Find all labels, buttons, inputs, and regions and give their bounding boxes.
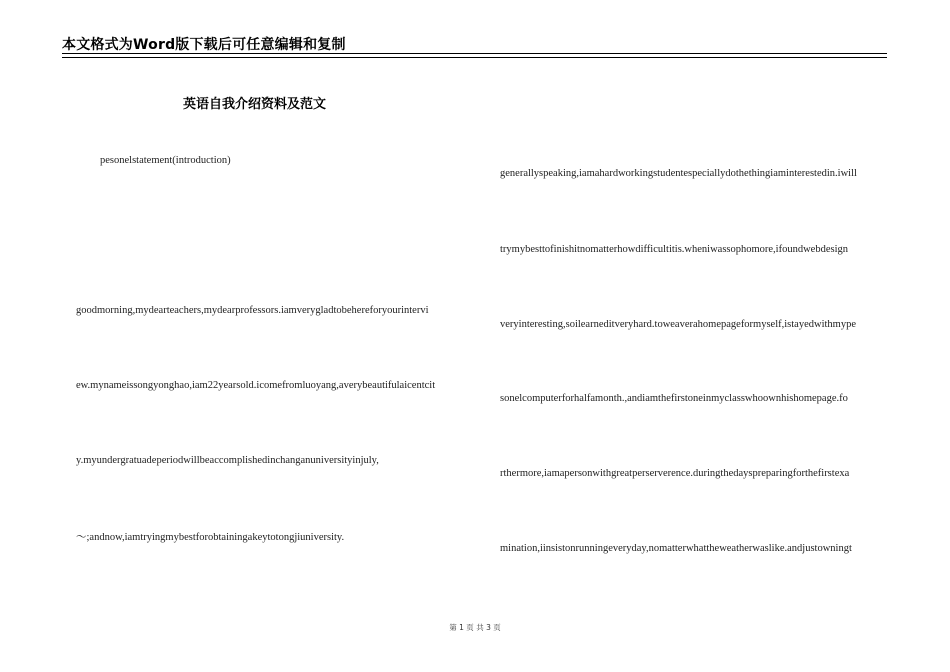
left-line-4: y.myundergratuadeperiodwillbeaccomplishedinchanganuniversityinjuly, — [76, 455, 379, 466]
header-note: 本文格式为Word版下载后可任意编辑和复制 — [62, 37, 346, 53]
right-line-2: trymybesttofinishitnomatterhowdifficultitis.wheniwassophomore,ifoundwebdesign — [500, 244, 849, 255]
right-line-1: generallyspeaking,iamahardworkingstudentespeciallydothethingiaminterestedin.iwill — [500, 168, 857, 179]
left-line-3: ew.mynameissongyonghao,iam22yearsold.icomefromluoyang,averybeautifulaicentcit — [76, 380, 436, 391]
right-line-5: rthermore,iamapersonwithgreatperserverence.duringthedayspreparingforthefirstexa — [500, 468, 850, 479]
left-line-2: goodmorning,mydearteachers,mydearprofessors.iamverygladtobehereforyourintervi — [76, 305, 429, 316]
page-number: 第 1 页 共 3 页 — [449, 623, 501, 632]
header-divider — [62, 53, 887, 54]
left-line-5: ～;andnow,iamtryingmybestforobtainingakeytotongjiuniversity. — [76, 532, 345, 543]
document-title: 英语自我介绍资料及范文 — [183, 97, 327, 112]
right-line-6: mination,iinsistonrunningeveryday,nomatterwhattheweatherwaslike.andjustowningt — [500, 543, 852, 554]
right-line-4: sonelcomputerforhalfamonth.,andiamthefirstoneinmyclasswhoownhishomepage.fo — [500, 393, 848, 404]
header-divider-thin — [62, 57, 887, 58]
right-line-3: veryinteresting,soilearneditveryhard.toweaverahomepageformyself,istayedwithmype — [500, 319, 856, 330]
left-line-1: pesonelstatement(introduction) — [100, 155, 231, 166]
